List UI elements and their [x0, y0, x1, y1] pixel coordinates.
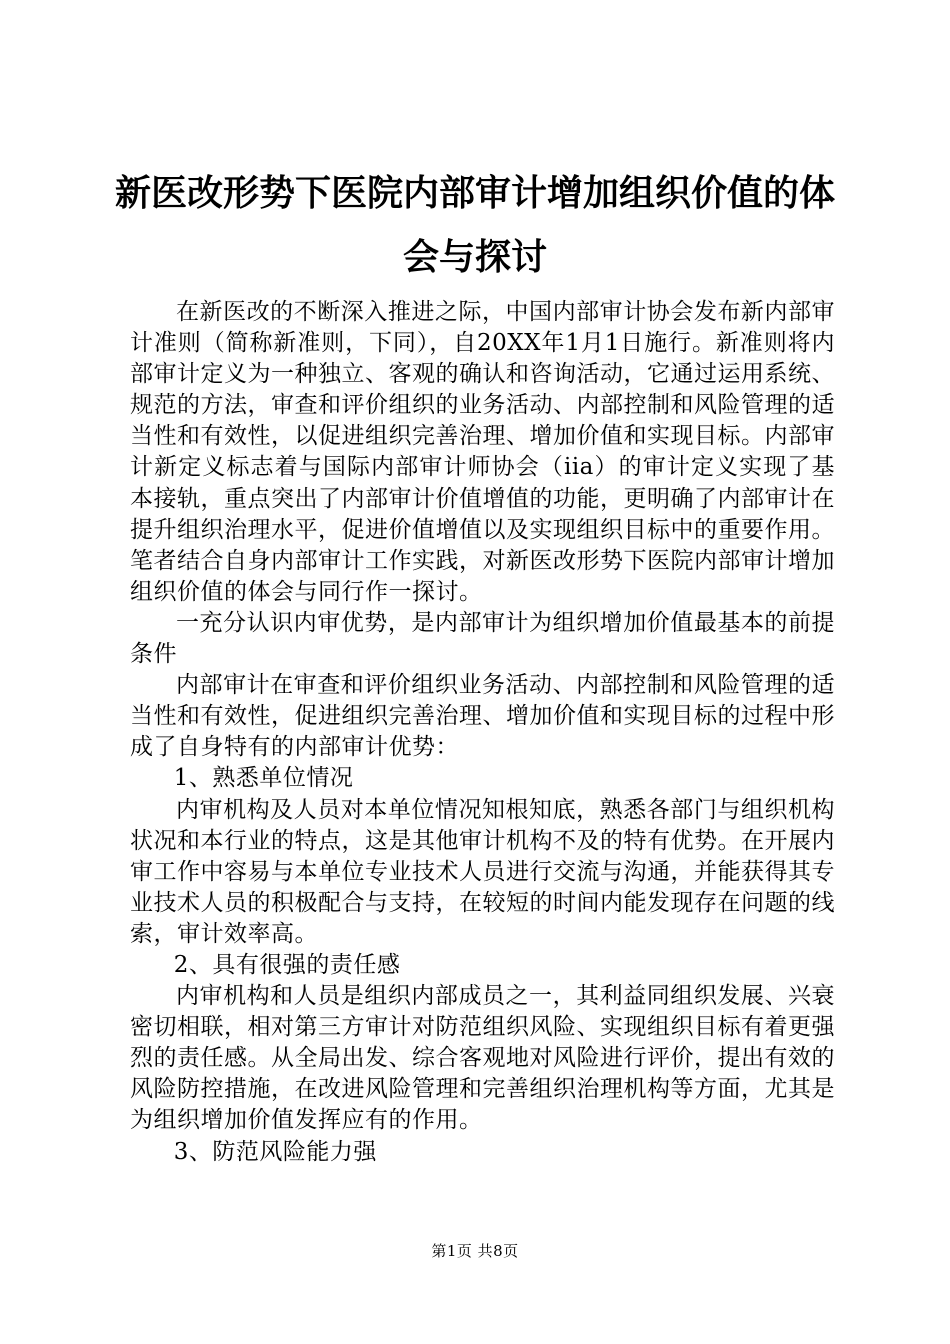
document-title: 新医改形势下医院内部审计增加组织价值的体会与探讨	[114, 173, 835, 278]
paragraph-familiarity: 内审机构及人员对本单位情况知根知底，熟悉各部门与组织机构状况和本行业的特点，这是其他审计机构不及的特有优势。在开展内审工作中容易与本单位专业技术人员进行交流与沟通，并能获得其专业技术人员的积极配合与支持，在较短的时间内能发现存在问题的线索，审计效率高。	[130, 796, 835, 947]
paragraph-intro: 在新医改的不断深入推进之际，中国内部审计协会发布新内部审计准则（简称新准则，下同），自20XX年1月1日施行。新准则将内部审计定义为一种独立、客观的确认和咨询活动，它通过运用系统、规范的方法，审查和评价组织的业务活动、内部控制和风险管理的适当性和有效性，以促进组织完善治理、增加价值和实现目标。内部审计新定义标志着与国际内部审计师协会（iia）的审计定义实现了基本接轨，重点突出了内部审计价值增值的功能，更明确了内部审计在提升组织治理水平，促进价值增值以及实现组织目标中的重要作用。笔者结合自身内部审计工作实践，对新医改形势下医院内部审计增加组织价值的体会与同行作一探讨。	[130, 299, 835, 605]
paragraph-responsibility: 内审机构和人员是组织内部成员之一，其利益同组织发展、兴衰密切相联，相对第三方审计对防范组织风险、实现组织目标有着更强烈的责任感。从全局出发、综合客观地对风险进行评价，提出有效的风险防控措施，在改进风险管理和完善组织治理机构等方面，尤其是为组织增加价值发挥应有的作用。	[130, 983, 835, 1134]
subheading-3: 3、防范风险能力强	[173, 1138, 377, 1165]
page-number: 第1页 共8页	[431, 1242, 519, 1260]
subheading-2: 2、具有很强的责任感	[173, 951, 401, 978]
document-body	[130, 297, 835, 1168]
subheading-1: 1、熟悉单位情况	[173, 765, 354, 792]
section-heading-1: 一充分认识内审优势，是内部审计为组织增加价值最基本的前提条件	[130, 609, 835, 668]
paragraph-advantages: 内部审计在审查和评价组织业务活动、内部控制和风险管理的适当性和有效性，促进组织完善治理、增加价值和实现目标的过程中形成了自身特有的内部审计优势：	[130, 672, 835, 761]
